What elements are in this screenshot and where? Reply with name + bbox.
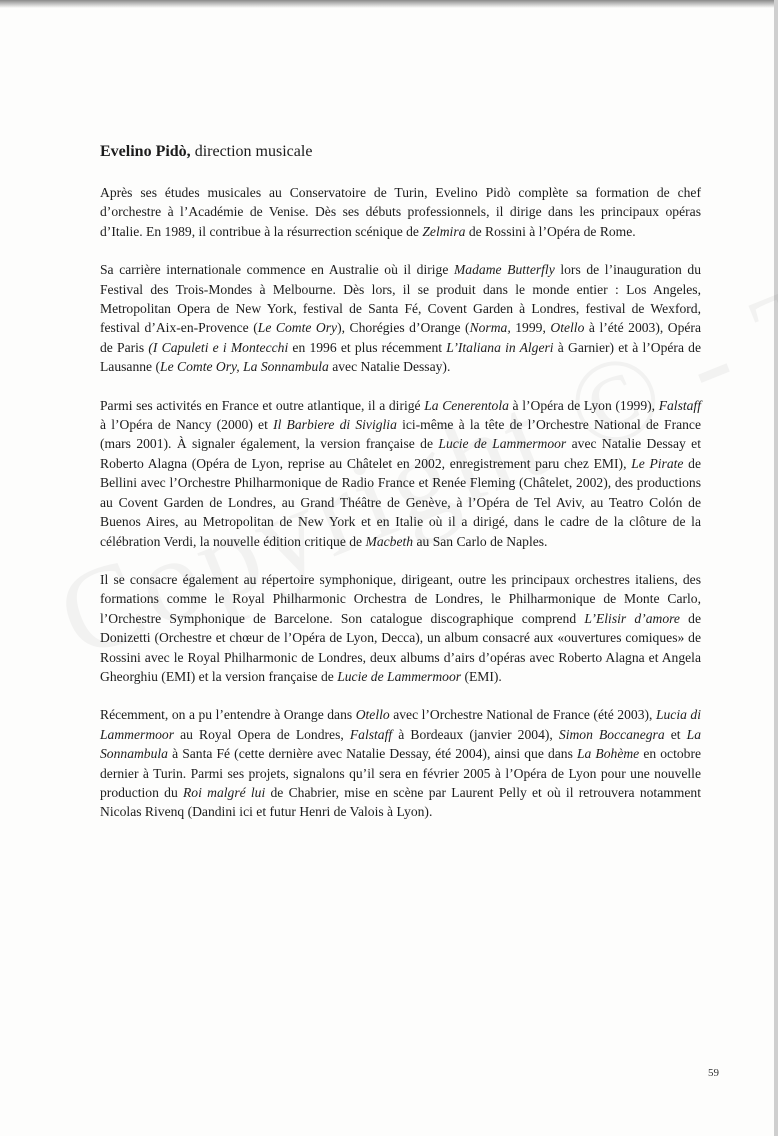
italic-title: L’Elisir d’amore: [584, 610, 680, 626]
article-body: [100, 143, 701, 841]
text-run: de Donizetti (Orchestre et chœur de l’Opéra de Lyon, Decca), un album consacré aux «ouvertures comiques» de Rossini avec le Royal Philharmonic de Londres, deux albums d’airs d’opéras avec Roberto Alagna et Angela Gheorghiu (EMI) et la version française de: [100, 610, 702, 684]
text-run: ), Chorégies d’Orange (: [337, 320, 470, 336]
text-run: de Chabrier, mise en scène par Laurent Pelly et où il retrouvera notamment Nicolas Rivenq (Dandini ici et futur Henri de Valois à Lyon).: [100, 784, 701, 820]
italic-title: La Bohème: [576, 746, 640, 762]
paragraph: [100, 260, 701, 376]
text-run: ici-même à la tête de l’Orchestre National de France (mars 2001). À signaler également, la version française de: [100, 417, 701, 452]
italic-title: La Sonnambula: [100, 726, 702, 762]
text-run: au San Carlo de Naples.: [413, 533, 548, 549]
text-run: (EMI).: [461, 668, 502, 684]
paragraph: [100, 183, 701, 241]
text-run: de Bellini avec l’Orchestre Philharmonique de Radio France et Renée Fleming (Châtelet, 2002), des productions au Covent Garden de Londres, au Grand Théâtre de Genève, à l’Opéra de Tel Aviv, au Teatro Colón de Buenos Aires, au Metropolitan de New York et en Italie où il a dirigé, dans le cadre de la clôture de la célébration Verdi, la nouvelle édition critique de: [100, 455, 701, 549]
scan-top-edge: [0, 0, 778, 8]
text-run: Récemment, on a pu l’entendre à Orange dans: [100, 707, 356, 723]
italic-title: Otello: [550, 320, 585, 336]
text-run: en octobre dernier à Turin. Parmi ses projets, signalons qu’il sera en février 2005 à l’Opéra de Lyon pour une nouvelle production du: [100, 746, 702, 800]
heading-name: Evelino Pidò,: [100, 143, 191, 160]
paragraph: [100, 396, 701, 551]
text-run: en 1996 et plus récemment: [288, 339, 447, 355]
scan-right-edge: [774, 0, 778, 1136]
article-heading: [100, 143, 701, 161]
text-run: avec Natalie Dessay et Roberto Alagna (Opéra de Lyon, reprise au Châtelet en 2002, enregistrement paru chez EMI),: [100, 436, 701, 471]
text-run: Sa carrière internationale commence en Australie où il dirige: [100, 262, 454, 278]
italic-title: La Cenerentola: [424, 397, 509, 413]
italic-title: Lucie de Lammermoor: [438, 436, 567, 452]
text-run: Il se consacre également au répertoire symphonique, dirigeant, outre les principaux orchestres italiens, des formations comme le Royal Philharmonic Orchestra de Londres, le Philharmonique de Monte Carlo, l’Orchestre Symphonique de Barcelone. Son catalogue discographique comprend: [100, 571, 701, 626]
text-run: à Garnier) et à l’Opéra de Lausanne (: [100, 339, 701, 375]
text-run: à l’Opéra de Nancy (2000) et: [100, 417, 274, 433]
italic-title: (I Capuleti e i Montecchi: [148, 339, 289, 355]
text-run: Après ses études musicales au Conservatoire de Turin, Evelino Pidò complète sa formation de chef d’orchestre à l’Académie de Venise. Dès ses débuts professionnels, il dirige dans les principaux opéras d’Italie. En 1989, il contribue à la résurrection scénique de: [100, 185, 701, 239]
italic-title: Falstaff: [658, 397, 701, 413]
text-run: à Bordeaux (janvier 2004),: [392, 726, 559, 742]
italic-title: Falstaff: [349, 726, 393, 742]
italic-title: Le Pirate: [631, 455, 684, 471]
page-number: 59: [708, 1067, 719, 1079]
text-run: au Royal Opera de Londres,: [174, 726, 350, 742]
text-run: à Santa Fé (cette dernière avec Natalie Dessay, été 2004), ainsi que dans: [167, 746, 577, 762]
italic-title: Lucia di Lammermoor: [100, 707, 701, 742]
text-run: à l’été 2003), Opéra de Paris: [100, 320, 701, 355]
text-run: de Rossini à l’Opéra de Rome.: [465, 223, 636, 239]
italic-title: Norma,: [469, 320, 511, 336]
text-run: et: [664, 726, 687, 742]
italic-title: Lucie de Lammermoor: [337, 668, 462, 684]
paragraph: [100, 570, 701, 686]
italic-title: Roi malgré lui: [183, 784, 266, 800]
italic-title: Macbeth: [365, 533, 414, 549]
heading-role: direction musicale: [190, 143, 313, 160]
text-run: Parmi ses activités en France et outre atlantique, il a dirigé: [100, 397, 425, 413]
italic-title: Il Barbiere di Siviglia: [273, 417, 397, 433]
text-run: lors de l’inauguration du Festival des Trois-Mondes à Melbourne. Dès lors, il se produit dans le monde entier : Los Angeles, Metropolitan Opera de New York, festival de Santa Fé, Covent Garden à Londres, festival de Wexford, festival d’Aix-en-Provence (: [100, 262, 702, 336]
italic-title: Zelmira: [422, 223, 466, 239]
italic-title: L’Italiana in Algeri: [446, 339, 554, 355]
italic-title: Le Comte Ory: [257, 320, 338, 336]
text-run: à l’Opéra de Lyon (1999),: [508, 397, 659, 413]
paragraph: [100, 705, 701, 821]
text-run: 1999,: [510, 320, 551, 336]
text-run: avec Natalie Dessay).: [328, 359, 451, 375]
italic-title: Madame Butterfly: [453, 262, 555, 278]
italic-title: Simon Boccanegra: [558, 726, 665, 742]
italic-title: Le Comte Ory, La Sonnambula: [160, 359, 329, 375]
italic-title: Otello: [355, 707, 390, 723]
text-run: avec l’Orchestre National de France (été 2003),: [389, 707, 656, 723]
